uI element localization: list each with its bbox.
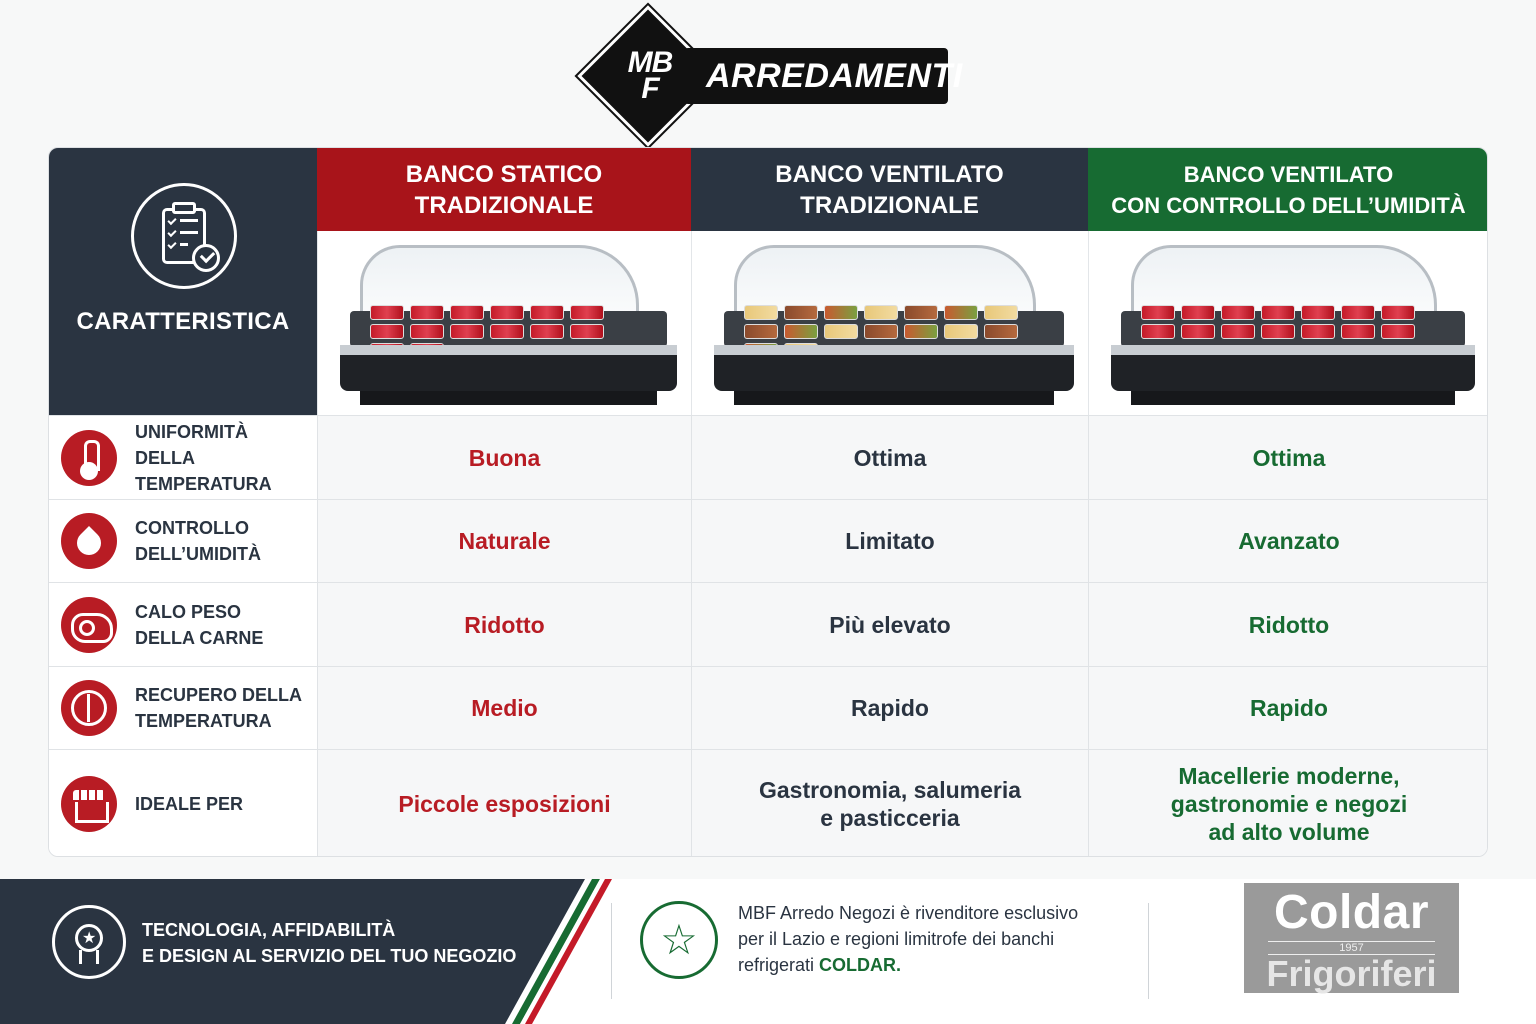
water-drop-icon	[61, 513, 117, 569]
table-cell: Gastronomia, salumeria e pasticceria	[691, 750, 1088, 857]
column-header-ventilated-line2: TRADIZIONALE	[800, 191, 979, 219]
ventilated-counter-image	[691, 231, 1088, 415]
column-header-humidity-line2: CON CONTROLLO DELL’UMIDITÀ	[1111, 192, 1466, 218]
logo-mark-line1: MB	[627, 46, 673, 79]
row-label: RECUPERO DELLA TEMPERATURA	[135, 685, 303, 731]
table-cell: Naturale	[317, 500, 691, 582]
column-header-static-line2: TRADIZIONALE	[414, 191, 594, 219]
row-label: CONTROLLO DELL’UMIDITÀ	[135, 518, 261, 564]
star-icon: ☆	[640, 901, 718, 979]
table-cell: Rapido	[691, 667, 1088, 749]
logo-mark	[610, 46, 690, 105]
table-cell: Medio	[317, 667, 691, 749]
static-counter-image	[317, 231, 691, 415]
table-cell: Ottima	[691, 416, 1088, 499]
checklist-icon	[131, 183, 237, 289]
table-cell: Ridotto	[1088, 583, 1488, 666]
divider	[611, 903, 612, 999]
table-cell: Piccole esposizioni	[317, 750, 691, 857]
feature-header-label: CARATTERISTICA	[76, 308, 290, 335]
table-cell: Macellerie moderne, gastronomie e negozi ad alto volume	[1088, 750, 1488, 857]
coldar-logo-name: Coldar	[1273, 886, 1429, 939]
table-cell: Ridotto	[317, 583, 691, 666]
table-row-humidity-control	[49, 499, 1488, 582]
thermometer-icon	[61, 430, 117, 486]
table-row-weight-loss	[49, 582, 1488, 666]
table-cell: Buona	[317, 416, 691, 499]
shop-icon	[61, 776, 117, 832]
column-header-ventilated-line1: BANCO VENTILATO	[775, 160, 1004, 188]
table-cell: Ottima	[1088, 416, 1488, 499]
coldar-logo	[1244, 883, 1459, 993]
table-row-ideal-for	[49, 749, 1488, 857]
feature-column-header	[49, 148, 317, 415]
column-header-static-line1: BANCO STATICO	[405, 160, 603, 188]
table-cell: Avanzato	[1088, 500, 1488, 582]
table-row-temperature-uniformity	[49, 415, 1488, 499]
award-badge-icon: ★	[52, 905, 126, 979]
table-cell: Limitato	[691, 500, 1088, 582]
column-header-humidity-line1: BANCO VENTILATO	[1183, 161, 1394, 187]
table-row-temperature-recovery	[49, 666, 1488, 749]
table-cell: Più elevato	[691, 583, 1088, 666]
footer-tagline: TECNOLOGIA, AFFIDABILITÀ E DESIGN AL SERVIZIO DEL TUO NEGOZIO	[142, 920, 517, 966]
row-label: IDEALE PER	[135, 794, 244, 814]
row-label: UNIFORMITÀ DELLA TEMPERATURA	[135, 421, 272, 494]
logo-name: ARREDAMENTI	[684, 48, 948, 104]
column-header-humidity	[1088, 148, 1488, 231]
divider	[1148, 903, 1149, 999]
row-label: CALO PESO DELLA CARNE	[135, 601, 264, 648]
meat-icon	[61, 597, 117, 653]
logo-mark-line2: F	[641, 72, 659, 105]
column-header-ventilated	[691, 148, 1088, 231]
humidity-counter-image	[1088, 231, 1488, 415]
mbf-logo	[588, 20, 963, 136]
coldar-logo-year: 1957	[1268, 941, 1435, 955]
coldar-brand-link-text: COLDAR.	[819, 955, 902, 975]
snowflake-icon	[61, 680, 117, 736]
column-header-static	[317, 148, 691, 231]
dealer-info: MBF Arredo Negozi è rivenditore esclusivo per il Lazio e regioni limitrofe dei banchi refrigerati COLDAR.	[738, 903, 1079, 975]
table-cell: Rapido	[1088, 667, 1488, 749]
coldar-logo-sub: Frigoriferi	[1266, 953, 1437, 994]
comparison-table	[48, 147, 1488, 857]
footer	[0, 879, 1536, 1024]
